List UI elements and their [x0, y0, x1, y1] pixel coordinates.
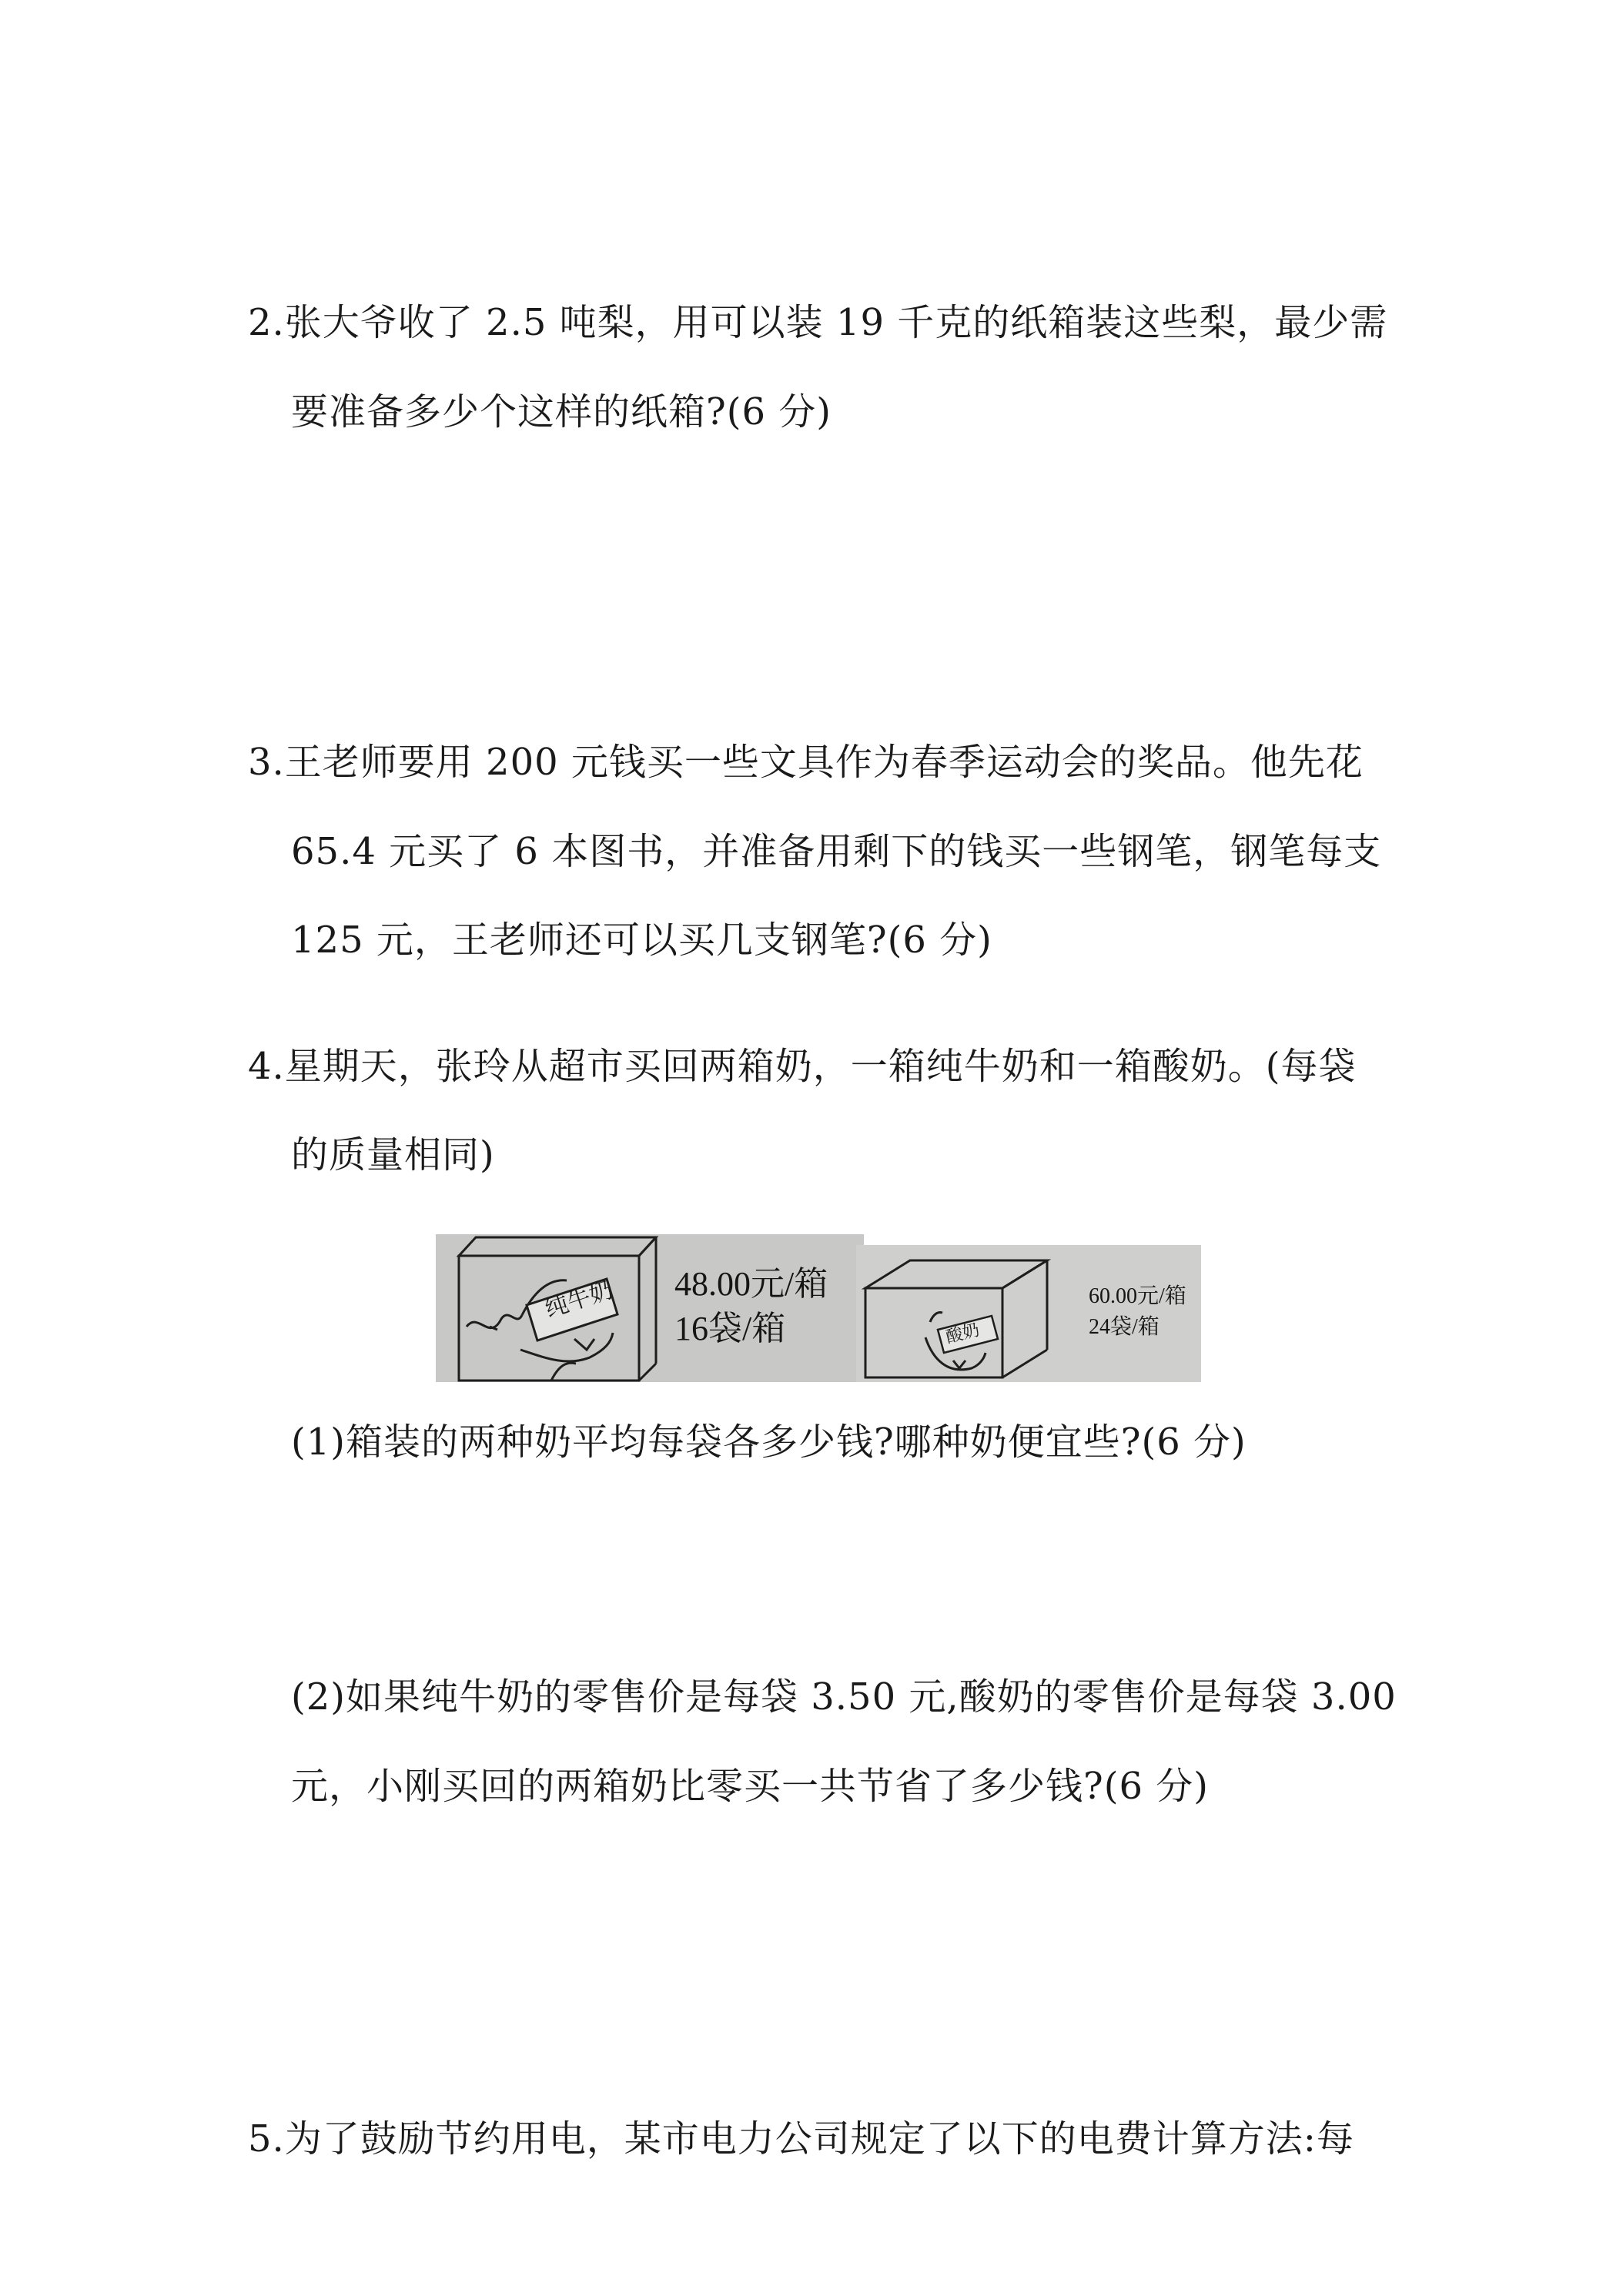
question-4-line-2: 的质量相同) [291, 1133, 495, 1176]
pure-milk-count: 16袋/箱 [674, 1310, 786, 1347]
question-3-line-3: 125 元，王老师还可以买几支钢笔?(6 分) [291, 919, 992, 962]
pure-milk-box-panel [436, 1234, 864, 1382]
pure-milk-price: 48.00元/箱 [674, 1265, 828, 1303]
pure-milk-box-drawing [436, 1234, 864, 1382]
question-4-sub-1-line-1: (1)箱装的两种奶平均每袋各多少钱?哪种奶便宜些?(6 分) [291, 1421, 1247, 1464]
question-4-sub-2-line-1: (2)如果纯牛奶的零售价是每袋 3.50 元,酸奶的零售价是每袋 3.00 [291, 1675, 1397, 1719]
question-3-line-2: 65.4 元买了 6 本图书，并准备用剩下的钱买一些钢笔，钢笔每支 [291, 830, 1382, 873]
yogurt-price: 60.00元/箱 [1089, 1284, 1186, 1308]
question-3-line-1: 3.王老师要用 200 元钱买一些文具作为春季运动会的奖品。他先花 [248, 741, 1364, 784]
question-2-line-2: 要准备多少个这样的纸箱?(6 分) [291, 390, 832, 433]
yogurt-count: 24袋/箱 [1089, 1315, 1160, 1339]
question-2-line-1: 2.张大爷收了 2.5 吨梨，用可以装 19 千克的纸箱装这些梨，最少需 [248, 301, 1388, 344]
question-4-sub-2-line-2: 元，小刚买回的两箱奶比零买一共节省了多少钱?(6 分) [291, 1765, 1209, 1808]
question-5-line-1: 5.为了鼓励节约用电，某市电力公司规定了以下的电费计算方法:每 [248, 2117, 1354, 2160]
question-4-line-1: 4.星期天，张玲从超市买回两箱奶，一箱纯牛奶和一箱酸奶。(每袋 [248, 1045, 1357, 1088]
yogurt-tag: 酸奶 [944, 1320, 982, 1347]
yogurt-box-panel [856, 1245, 1201, 1382]
milk-boxes-figure [436, 1234, 1201, 1382]
pure-milk-tag: 纯牛奶 [541, 1276, 617, 1324]
yogurt-box-drawing [856, 1245, 1201, 1382]
